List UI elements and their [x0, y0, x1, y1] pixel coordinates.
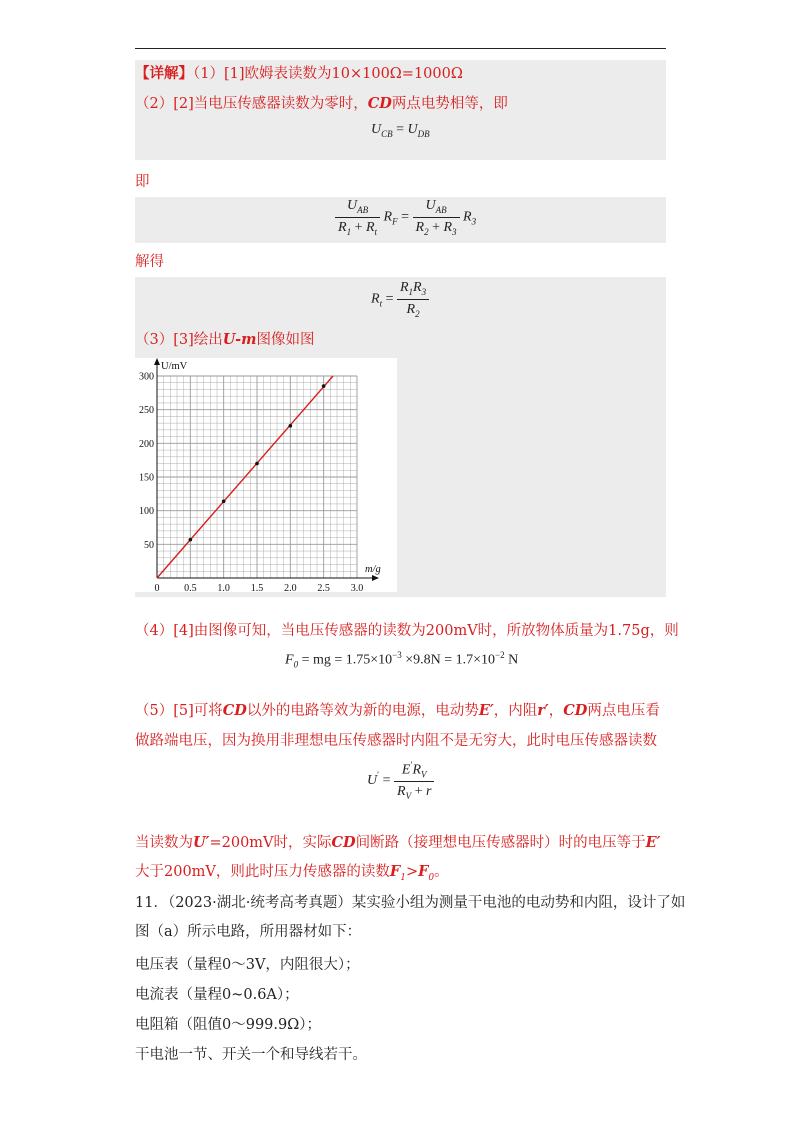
chart-grid	[157, 376, 357, 578]
y-tick-label: 200	[139, 438, 154, 450]
chart-axes	[154, 358, 379, 581]
equation-u-prime: U′ = $\frac{E'R_V}{R_V + r}$	[367, 760, 434, 801]
data-point	[222, 499, 226, 503]
equation-ucb-udb: $U_{CB} = U_{DB}$	[371, 122, 430, 139]
x-tick-label: 0.5	[184, 583, 197, 592]
y-tick-label: 50	[144, 539, 154, 551]
y-tick-label: 100	[139, 506, 154, 518]
question-11-line-1: 11．（2023·湖北·统考高考真题）某实验小组为测量干电池的电动势和内阻，设计了如	[135, 895, 686, 911]
x-tick-label: 2.5	[317, 583, 330, 592]
answer-line-6b: 大于200mV，则此时压力传感器的读数$F_1>F_0$。	[135, 863, 449, 883]
y-tick-label: 300	[139, 371, 154, 383]
answer-tag: 【详解】	[135, 65, 193, 82]
x-tick-label: 1.0	[217, 583, 230, 592]
header-rule	[135, 48, 666, 49]
equation-f0: $F_0$ = mg = $1.75\times 10^{-3} \times 9.8N = 1.7\times 10^{-2}$ N	[285, 650, 519, 670]
answer-line-5b: 做路端电压，因为换用非理想电压传感器时内阻不是无穷大，此时电压传感器读数	[135, 733, 657, 749]
x-axis-label: m/g	[365, 564, 381, 575]
x-tick-label: 0	[154, 583, 160, 592]
answer-line-2: （2）[2]当电压传感器读数为零时，CD两点电势相等，即	[135, 95, 508, 112]
text-jiede: 解得	[135, 254, 164, 270]
data-point	[255, 462, 259, 466]
equation-rt: $R_t$ = $\frac{R_1R_3}{R_2}$	[371, 280, 429, 319]
answer-line-1: 【详解】（1）[1]欧姆表读数为10×100Ω=1000Ω	[135, 65, 463, 82]
equipment-battery-switch: 干电池一节、开关一个和导线若干。	[135, 1047, 367, 1063]
equipment-ammeter: 电流表（量程0~0.6A）；	[135, 987, 299, 1003]
data-point	[189, 538, 193, 542]
answer-line-4: （4）[4]由图像可知，当电压传感器的读数为200mV时，所放物体质量为1.75g，则	[135, 623, 679, 639]
equation-bridge-balance: $\frac{U_{AB}}{R_1 + R_t}$ $R_F$ = $\frac{U_{AB}}{R_2 + R_3}$ $R_3$	[335, 198, 476, 237]
u-m-chart	[135, 358, 397, 592]
equipment-resistance-box: 电阻箱（阻值0～999.9Ω）；	[135, 1017, 322, 1033]
text-ji: 即	[135, 174, 150, 190]
y-axis-label: U/mV	[161, 361, 188, 372]
answer-line-6a: 当读数为U′=200mV时，实际CD间断路（接理想电压传感器时）时的电压等于E′	[135, 834, 661, 851]
answer-line-3: （3）[3]绘出U-m图像如图	[135, 331, 315, 348]
x-axis-arrow	[372, 575, 379, 581]
data-point	[289, 424, 293, 428]
answer-line-5a: （5）[5]可将CD以外的电路等效为新的电源，电动势E′，内阻r′，CD两点电压看	[135, 702, 660, 719]
x-tick-label: 3.0	[350, 583, 364, 592]
data-point	[322, 384, 326, 388]
question-11-line-2: 图（a）所示电路，所用器材如下：	[135, 924, 362, 940]
y-axis-arrow	[154, 358, 160, 365]
y-tick-label: 250	[139, 405, 154, 417]
equipment-voltmeter: 电压表（量程0～3V，内阻很大）；	[135, 957, 360, 973]
x-tick-label: 2.0	[284, 583, 297, 592]
y-tick-label: 150	[139, 472, 154, 484]
x-tick-label: 1.5	[250, 583, 264, 592]
